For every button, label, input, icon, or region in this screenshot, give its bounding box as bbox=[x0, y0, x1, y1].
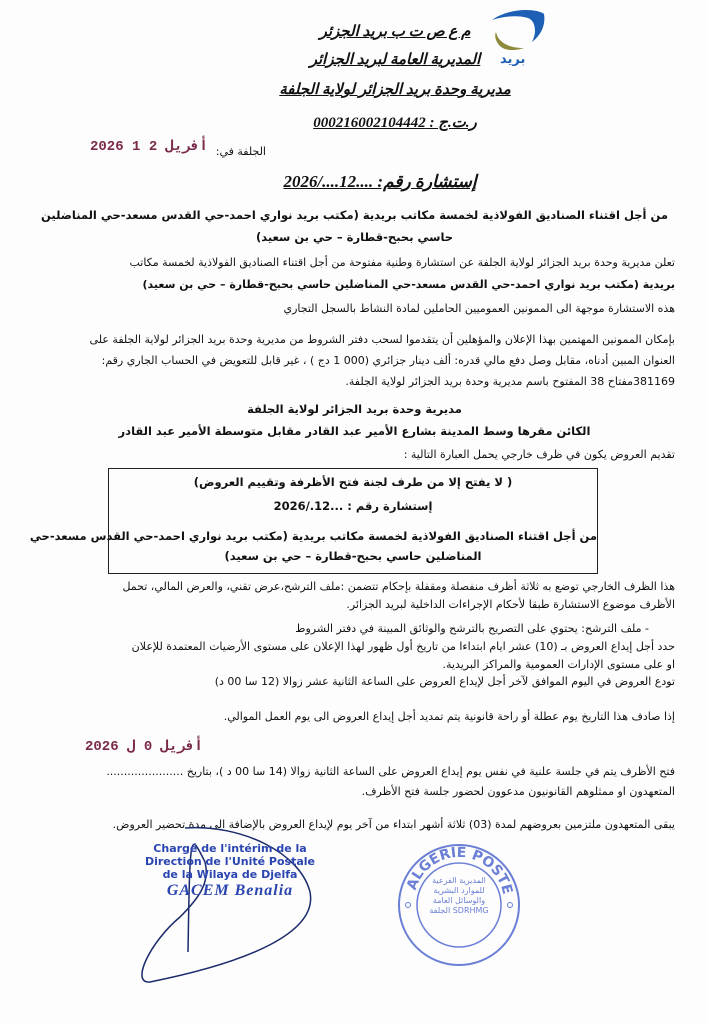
p3-line-3: 381169مفتاح 38 المفتوح باسم مديرية وحدة بريد الجزائر لولاية الجلفة. bbox=[345, 375, 675, 388]
p6: إذا صادف هذا التاريخ يوم عطلة أو راحة قانونية يتم تمديد أجل إيداع العروض الى يوم العمل الموالي. bbox=[223, 710, 675, 723]
subject-line-2: حاسي بحبح-قطارة – حي بن سعيد) bbox=[255, 230, 454, 244]
p5-line-2: او على مستوى الإدارات العمومية والمراكز البريدية. bbox=[442, 658, 675, 671]
subject-line-1: من أجل اقتناء الصناديق الفولاذية لخمسة مكاتب بريدية (مكتب بريد نواري احمد-حي القدس مسعد-حي المناضلين bbox=[41, 208, 668, 222]
seal-top-text: ALGERIE POSTE bbox=[403, 844, 516, 896]
p8: يبقى المتعهدون ملتزمين بعروضهم لمدة (03) ثلاثة أشهر ابتداء من آخر يوم لإيداع العروض بالإضافة الى مدة تحضير العروض. bbox=[112, 818, 675, 831]
box-line-2: إستشارة رقم : ...12./2026 bbox=[273, 499, 433, 513]
svg-text:بريد: بريد bbox=[500, 52, 526, 66]
box-line-1: ( لا يفتح إلا من طرف لجنة فتح الأظرفة وتقييم العروض) bbox=[193, 475, 513, 489]
envelope-intro: تقديم العروض يكون في ظرف خارجي يحمل العبارة التالية : bbox=[403, 448, 675, 461]
seal-inner-text: المديرية الفرعية للموارد البشرية والوسائل العامة SDRHMG الجلفة bbox=[429, 876, 489, 915]
p7-line-1: فتح الأظرف يتم في جلسة علنية في نفس يوم إيداع العروض على الساعة الثانية زوالا (14 سا 00 د )، بتاريخ ...................... bbox=[106, 765, 675, 778]
header-line-2: المديرية العامة لبريد الجزائر bbox=[309, 52, 481, 68]
rtj-number: ر.ت.ج : 000216002104442 bbox=[313, 115, 477, 131]
header-line-1: م ع ص ت ب بريد الجزئر bbox=[319, 24, 471, 40]
signatory-name: GACEM Benalia bbox=[166, 882, 294, 899]
consultation-title: إستشارة رقم: ....12..../2026 bbox=[283, 172, 477, 191]
opening-date-stamp: 2026 أفريل 0 ل bbox=[85, 739, 203, 755]
envelope-box bbox=[29, 468, 598, 574]
box-line-4: المناضلين حاسي بحبح-قطارة – حي بن سعيد) bbox=[224, 549, 482, 563]
date-stamp: 2026 أفريل 2 1 bbox=[90, 139, 208, 155]
official-seal bbox=[396, 842, 522, 968]
address-line-1: مديرية وحدة بريد الجزائر لولاية الجلفة bbox=[247, 402, 462, 416]
signature-line-1: Chargé de l'intérim de la bbox=[153, 842, 307, 855]
date-label: الجلفة في: bbox=[215, 145, 266, 158]
bullet-candidature: - ملف الترشح: يحتوي على التصريح بالترشح والوثائق المبينة في دفتر الشروط bbox=[295, 622, 649, 635]
p4-line-1: هذا الظرف الخارجي توضع به ثلاثة أظرف منفصلة ومقفلة بإحكام تتضمن :ملف الترشح،عرض تقني، والعرض المالي، تحمل bbox=[122, 580, 675, 593]
p5-line-1: حدد أجل إيداع العروض بـ (10) عشر ايام ابتداءا من تاريخ أول ظهور لهذا الإعلان على مستوى الأرضيات المعتمدة للإعلان bbox=[131, 640, 675, 653]
signature-line-2: Direction de l'Unité Postale bbox=[144, 855, 316, 868]
box-line-3: من أجل اقتناء الصناديق الفولاذية لخمسة مكاتب بريدية (مكتب بريد نواري احمد-حي القدس مسعد-حي bbox=[29, 529, 597, 543]
p3-line-1: بإمكان الممونين المهتمين بهذا الإعلان والمؤهلين أن يتقدموا لسحب دفتر الشروط من مديرية وحدة بريد الجزائر لولاية الجلفة على bbox=[89, 333, 675, 346]
p3-line-2: العنوان المبين أدناه، مقابل وصل دفع مالي قدره: ألف دينار جزائري (000 1 دج ) ، غير قابل للتعويض في الحساب الجاري رقم: bbox=[101, 354, 675, 367]
signature-block bbox=[130, 822, 330, 992]
p7-line-2: المتعهدون او ممثلوهم القانونيون مدعوون لحضور جلسة فتح الأظرف. bbox=[361, 785, 675, 798]
p1-line-1: تعلن مديرية وحدة بريد الجزائر لولاية الجلفة عن استشارة وطنية مفتوحة من أجل اقتناء الصناديق الفولاذية لخمسة مكاتب bbox=[129, 256, 675, 269]
p4-line-2: الأظرف موضوع الاستشارة طبقا لأحكام الإجراءات الداخلية لبريد الجزائر. bbox=[346, 598, 675, 611]
signature-line-3: de la Wilaya de Djelfa bbox=[162, 868, 298, 881]
header-line-3: مديرية وحدة بريد الجزائر لولاية الجلفة bbox=[279, 82, 511, 98]
p5-line-3: تودع العروض في اليوم الموافق لآخر أجل لإيداع العروض على الساعة الثانية عشر زوالا (12 سا 00 د) bbox=[214, 675, 675, 688]
address-line-2: الكائن مقرها وسط المدينة بشارع الأمير عبد القادر مقابل متوسطة الأمير عبد القادر bbox=[118, 424, 591, 438]
p1-line-2: بريدية (مكتب بريد نواري احمد-حي القدس مسعد-حي المناضلين حاسي بحبح-قطارة – حي بن سعيد) bbox=[142, 278, 675, 291]
p2: هذه الاستشارة موجهة الى الممونين العموميين الحاملين لمادة النشاط بالسجل التجاري bbox=[283, 302, 675, 315]
